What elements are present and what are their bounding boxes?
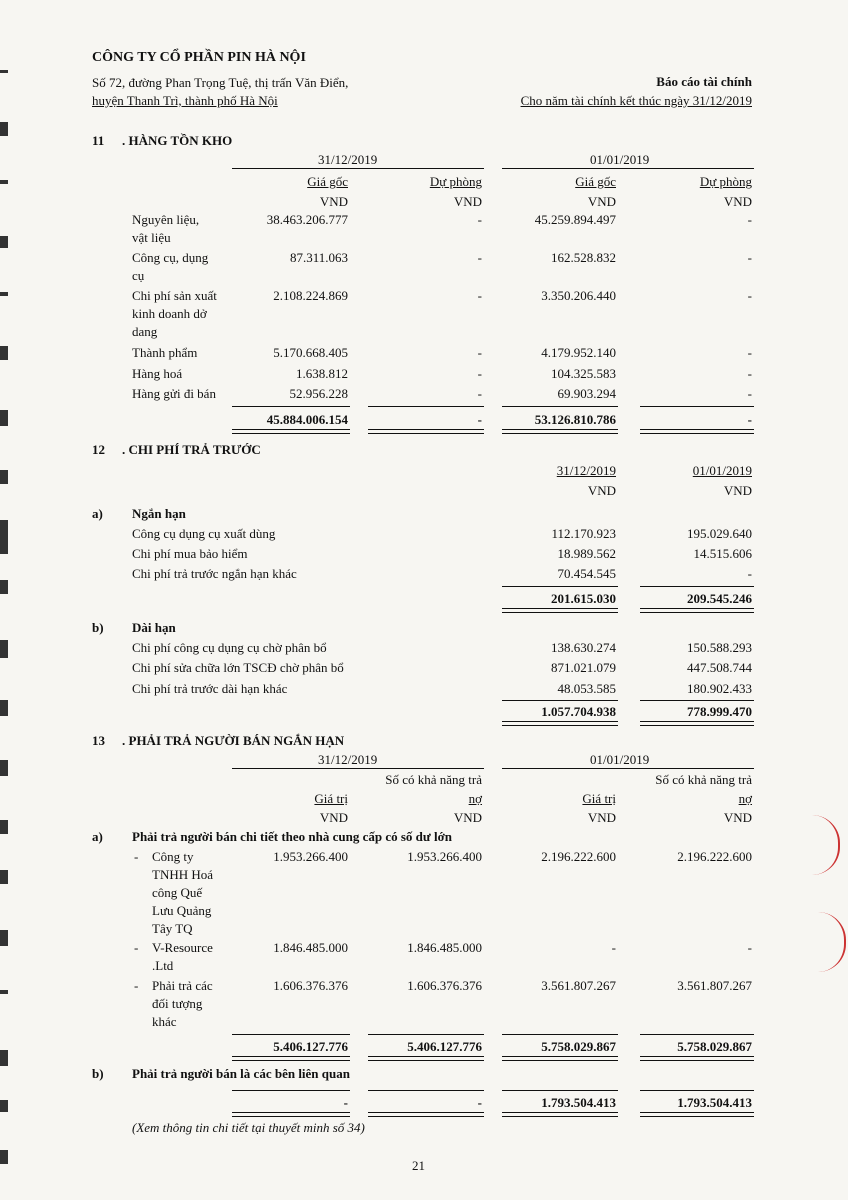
total-value: 5.758.029.867 xyxy=(541,1039,616,1054)
row-label: Chi phí sửa chữa lớn TSCĐ chờ phân bổ xyxy=(132,660,344,675)
cell-value: - xyxy=(747,250,752,265)
row-label: công Quế xyxy=(152,885,203,900)
col-header-provision-1: Dự phòng xyxy=(429,174,482,189)
cell-value: - xyxy=(477,345,482,360)
cell-value: 14.515.606 xyxy=(693,546,752,561)
unit-label: VND xyxy=(587,194,616,209)
cell-value: 2.196.222.600 xyxy=(541,849,616,864)
company-address-line2: huyện Thanh Trì, thành phố Hà Nội xyxy=(92,93,278,108)
cell-value: - xyxy=(477,386,482,401)
col-header-solvent-2b: nợ xyxy=(738,791,752,806)
unit-label: VND xyxy=(723,810,752,825)
subsection-tag: a) xyxy=(92,506,103,521)
cell-value: 1.953.266.400 xyxy=(273,849,348,864)
cell-value: 18.989.562 xyxy=(557,546,616,561)
cell-value: - xyxy=(747,386,752,401)
row-label: Hàng gửi đi bán xyxy=(132,386,216,401)
cell-value: 87.311.063 xyxy=(289,250,348,265)
row-label: Chi phí sản xuất xyxy=(132,288,217,303)
unit-label: VND xyxy=(319,194,348,209)
total-value: - xyxy=(477,412,482,427)
row-label: Chi phí công cụ dụng cụ chờ phân bổ xyxy=(132,640,327,655)
total-value: 1.057.704.938 xyxy=(541,704,616,719)
cell-value: - xyxy=(747,345,752,360)
col-header-value-1: Giá trị xyxy=(314,791,348,806)
subsection-title: Dài hạn xyxy=(132,620,176,635)
cell-value: 104.325.583 xyxy=(551,366,616,381)
cell-value: 2.108.224.869 xyxy=(273,288,348,303)
unit-label: VND xyxy=(319,810,348,825)
red-pen-mark xyxy=(818,912,846,972)
row-label: TNHH Hoá xyxy=(152,867,214,882)
cell-value: - xyxy=(477,250,482,265)
cell-value: 48.053.585 xyxy=(557,681,616,696)
cell-value: 70.454.545 xyxy=(557,566,616,581)
cell-value: 112.170.923 xyxy=(551,526,616,541)
row-dash: - xyxy=(134,978,139,993)
row-label: khác xyxy=(152,1014,177,1029)
unit-label: VND xyxy=(587,810,616,825)
unit-label: VND xyxy=(453,810,482,825)
total-value: 1.793.504.413 xyxy=(541,1095,616,1110)
row-label: Lưu Quảng xyxy=(152,903,212,918)
row-label: cụ xyxy=(132,268,145,283)
col-date-2019: 31/12/2019 xyxy=(318,752,378,767)
cell-value: - xyxy=(747,940,752,955)
cell-value: 447.508.744 xyxy=(687,660,752,675)
total-value: - xyxy=(343,1095,348,1110)
cell-value: 180.902.433 xyxy=(687,681,752,696)
row-label: dang xyxy=(132,324,158,339)
row-label: Công cụ, dụng xyxy=(132,250,209,265)
col-header-solvent-1b: nợ xyxy=(468,791,482,806)
cell-value: 3.561.807.267 xyxy=(541,978,616,993)
total-value: 53.126.810.786 xyxy=(534,412,616,427)
company-name: CÔNG TY CỔ PHẦN PIN HÀ NỘI xyxy=(92,50,306,65)
total-value: - xyxy=(747,412,752,427)
cell-value: 195.029.640 xyxy=(687,526,752,541)
subsection-tag: a) xyxy=(92,829,103,844)
unit-label: VND xyxy=(453,194,482,209)
row-label: Chi phí mua bảo hiểm xyxy=(132,546,248,561)
unit-label: VND xyxy=(587,483,616,498)
cell-value: 4.179.952.140 xyxy=(541,345,616,360)
total-value: 5.406.127.776 xyxy=(407,1039,482,1054)
total-value: 209.545.246 xyxy=(687,591,752,606)
row-label: đối tượng xyxy=(152,996,203,1011)
row-label: Tây TQ xyxy=(152,921,193,936)
subsection-tag: b) xyxy=(92,620,104,635)
section-13-number: 13 xyxy=(92,733,105,748)
cell-value: 2.196.222.600 xyxy=(677,849,752,864)
col-header-solvent-1: Số có khả năng trả xyxy=(385,772,482,787)
section-11-title: . HÀNG TỒN KHO xyxy=(122,133,233,148)
row-dash: - xyxy=(134,849,139,864)
cell-value: - xyxy=(747,566,752,581)
cell-value: 1.953.266.400 xyxy=(407,849,482,864)
subsection-title: Phải trả người bán chi tiết theo nhà cung cấp có số dư lớn xyxy=(132,829,453,844)
red-pen-mark xyxy=(812,815,840,875)
row-label: V-Resource xyxy=(152,940,213,955)
col-date-2019: 31/12/2019 xyxy=(318,152,378,167)
row-label: Chi phí trả trước dài hạn khác xyxy=(132,681,288,696)
cell-value: 1.606.376.376 xyxy=(407,978,482,993)
total-value: 5.406.127.776 xyxy=(273,1039,348,1054)
row-label: Hàng hoá xyxy=(132,366,183,381)
section-11-number: 11 xyxy=(92,133,105,148)
cell-value: - xyxy=(477,212,482,227)
cell-value: - xyxy=(477,366,482,381)
note-reference: (Xem thông tin chi tiết tại thuyết minh số 34) xyxy=(132,1120,365,1135)
cell-value: 45.259.894.497 xyxy=(534,212,616,227)
cell-value: 162.528.832 xyxy=(551,250,616,265)
col-header-value-2: Giá trị xyxy=(582,791,616,806)
col-header-cost-1: Giá gốc xyxy=(307,174,348,189)
total-value: 45.884.006.154 xyxy=(266,412,348,427)
total-value: 1.793.504.413 xyxy=(677,1095,752,1110)
col-date-2019: 31/12/2019 xyxy=(556,463,616,478)
row-label: .Ltd xyxy=(152,958,174,973)
row-label: Nguyên liệu, xyxy=(132,212,200,227)
total-value: 778.999.470 xyxy=(687,704,752,719)
col-header-provision-2: Dự phòng xyxy=(699,174,752,189)
row-label: Công cụ dụng cụ xuất dùng xyxy=(132,526,276,541)
cell-value: 1.846.485.000 xyxy=(273,940,348,955)
cell-value: 38.463.206.777 xyxy=(266,212,348,227)
cell-value: - xyxy=(747,366,752,381)
total-value: 201.615.030 xyxy=(551,591,616,606)
col-header-solvent-2: Số có khả năng trả xyxy=(655,772,752,787)
row-label: Thành phẩm xyxy=(132,345,198,360)
row-label: Công ty xyxy=(152,849,194,864)
row-label: Phải trả các xyxy=(152,978,213,993)
company-address-line1: Số 72, đường Phan Trọng Tuệ, thị trấn Văn Điển, xyxy=(92,75,349,90)
cell-value: 52.956.228 xyxy=(289,386,348,401)
cell-value: 69.903.294 xyxy=(557,386,616,401)
section-12-number: 12 xyxy=(92,442,105,457)
page-number: 21 xyxy=(412,1158,425,1173)
cell-value: 1.606.376.376 xyxy=(273,978,348,993)
subsection-title: Phải trả người bán là các bên liên quan xyxy=(132,1066,350,1081)
cell-value: 1.638.812 xyxy=(296,366,348,381)
subsection-title: Ngắn hạn xyxy=(132,506,186,521)
col-date-2018: 01/01/2019 xyxy=(590,752,650,767)
total-value: - xyxy=(477,1095,482,1110)
subsection-tag: b) xyxy=(92,1066,104,1081)
cell-value: 138.630.274 xyxy=(551,640,616,655)
row-label: Chi phí trả trước ngắn hạn khác xyxy=(132,566,297,581)
cell-value: 150.588.293 xyxy=(687,640,752,655)
cell-value: - xyxy=(477,288,482,303)
col-header-cost-2: Giá gốc xyxy=(575,174,616,189)
cell-value: 871.021.079 xyxy=(551,660,616,675)
row-label: vật liệu xyxy=(132,230,171,245)
cell-value: 1.846.485.000 xyxy=(407,940,482,955)
cell-value: 5.170.668.405 xyxy=(273,345,348,360)
unit-label: VND xyxy=(723,483,752,498)
cell-value: - xyxy=(747,212,752,227)
report-period: Cho năm tài chính kết thúc ngày 31/12/2019 xyxy=(520,93,752,108)
col-date-2018: 01/01/2019 xyxy=(692,463,752,478)
row-label: kinh doanh dở xyxy=(132,306,207,321)
section-12-title: . CHI PHÍ TRẢ TRƯỚC xyxy=(122,442,261,457)
cell-value: 3.561.807.267 xyxy=(677,978,752,993)
cell-value: 3.350.206.440 xyxy=(541,288,616,303)
report-title: Báo cáo tài chính xyxy=(656,74,752,89)
section-13-title: . PHẢI TRẢ NGƯỜI BÁN NGẮN HẠN xyxy=(122,733,345,748)
cell-value: - xyxy=(747,288,752,303)
col-date-2018: 01/01/2019 xyxy=(590,152,650,167)
unit-label: VND xyxy=(723,194,752,209)
total-value: 5.758.029.867 xyxy=(677,1039,752,1054)
cell-value: - xyxy=(611,940,616,955)
row-dash: - xyxy=(134,940,139,955)
